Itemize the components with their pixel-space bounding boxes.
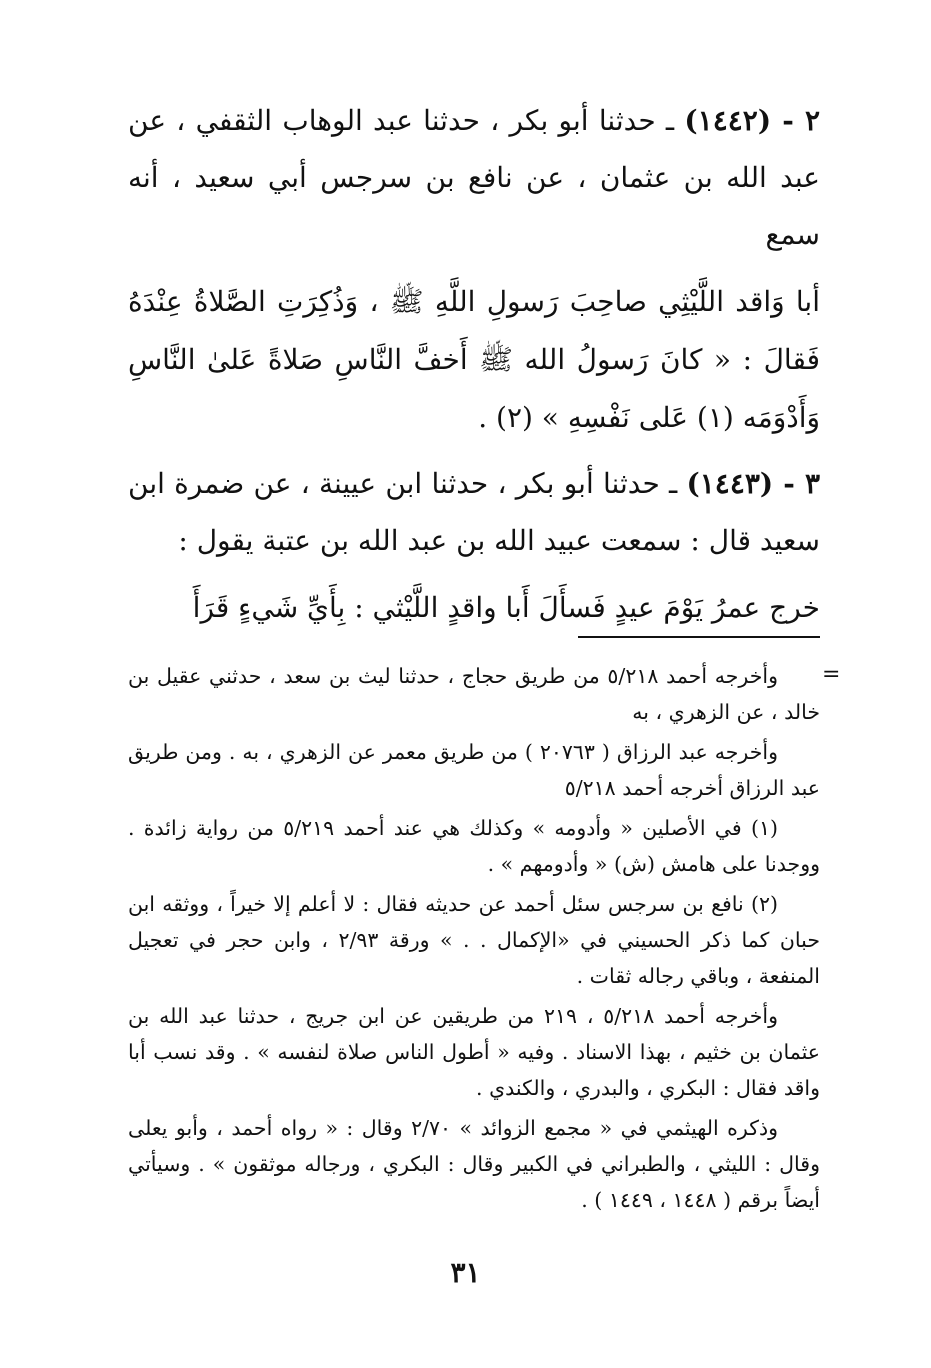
hadith-chain: ـ حدثنا أبو بكر ، حدثنا ابن عيينة ، عن ضمرة ابن سعيد قال : سمعت عبيد الله بن عبد الله بن عتبة يقول : <box>128 467 820 557</box>
hadith-1443 <box>128 455 820 569</box>
footnote: وأخرجه أحمد ٥/٢١٨ من طريق حجاج ، حدثنا ليث بن سعد ، حدثني عقيل بن خالد ، عن الزهري ، به <box>128 664 820 724</box>
hadith-chain: ـ حدثنا أبو بكر ، حدثنا عبد الوهاب الثقفي ، عن عبد الله بن عثمان ، عن نافع بن سرجس أبي سعيد ، أنه سمع <box>128 104 820 251</box>
hadith-number: ٣ - (١٤٤٣) <box>686 467 820 500</box>
main-text <box>128 92 820 645</box>
hadith-number: ٢ - (١٤٤٢) <box>684 104 820 137</box>
footnote-divider <box>578 636 820 638</box>
hadith-1442-text: أبا وَاقد اللَّيْثِي صاحِبَ رَسولِ اللَّهِ ﷺ ، وَذُكِرَتِ الصَّلاةُ عِنْدَهُ فَقالَ : « كانَ رَسولُ الله ﷺ أَخفَّ النَّاسِ صَلاةً عَلىٰ النَّاسِ وَأَدْوَمَه (١) عَلى نَفْسِهِ » (٢) . <box>128 285 821 434</box>
footnote: وأخرجه أحمد ٥/٢١٨ ، ٢١٩ من طريقين عن ابن جريج ، حدثنا عبد الله بن عثمان بن خثيم ، بهذا الاسناد . وفيه « أطول الناس صلاة لنفسه » . وقد نسب أبا واقد فقال : البكري ، والبدري ، والكندي . <box>128 1004 820 1100</box>
hadith-1442 <box>128 92 820 263</box>
footnote: وذكره الهيثمي في « مجمع الزوائد » ٢/٧٠ وقال : « رواه أحمد ، وأبو يعلى وقال : الليثي ، والطبراني في الكبير وقال : البكري ، ورجاله موثقون » . وسيأتي أيضاً برقم ( ١٤٤٨ ، ١٤٤٩ ) . <box>128 1116 820 1212</box>
footnote: وأخرجه عبد الرزاق ( ٢٠٧٦٣ ) من طريق معمر عن الزهري ، به . ومن طريق عبد الرزاق أخرجه أحمد ٥/٢١٨ <box>128 740 820 800</box>
footnote: (١) في الأصلين « وأدومه » وكذلك هي عند أحمد ٥/٢١٩ من رواية زائدة . ووجدنا على هامش (ش) « وأدومهم » . <box>128 816 820 876</box>
footnote: (٢) نافع بن سرجس سئل أحمد عن حديثه فقال : لا أعلم إلا خيراً ، ووثقه ابن حبان كما ذكر الحسيني في «الإكمال . . » ورقة ٢/٩٣ ، وابن حجر في تعجيل المنفعة ، وباقي رجاله ثقات . <box>128 892 820 988</box>
hadith-1443-text: خرج عمرُ يَوْمَ عيدٍ فَسأَلَ أَبا واقدٍ اللَّيْثي : بِأَيِّ شَيءٍ قَرَأَ <box>192 591 820 624</box>
page-number: ٣١ <box>450 1256 481 1289</box>
footnotes <box>128 658 820 1222</box>
continuation-mark: = <box>822 662 841 687</box>
